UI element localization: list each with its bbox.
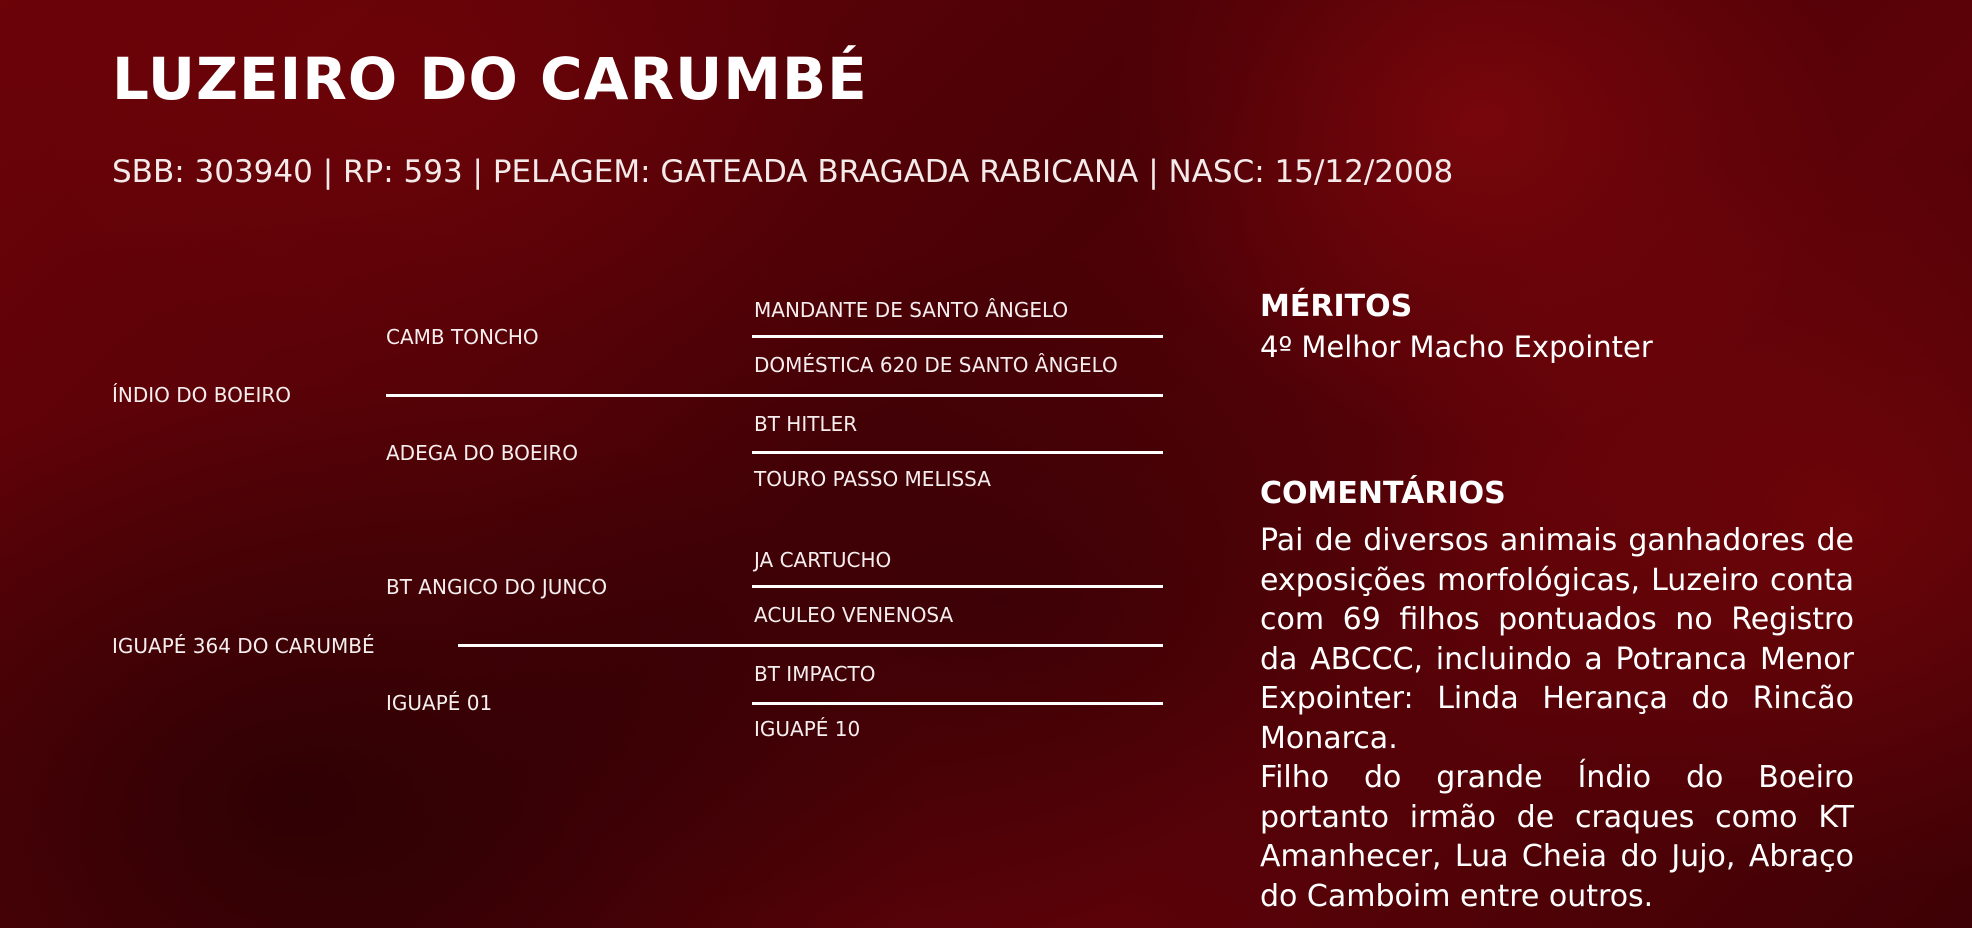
merits-heading: MÉRITOS [1260,289,1413,324]
pedigree-sire-dam-sire: BT HITLER [754,412,858,436]
pedigree-divider-line [752,335,1163,338]
pedigree-dam-sire-dam: ACULEO VENENOSA [754,603,954,627]
pedigree-sire: ÍNDIO DO BOEIRO [112,383,292,407]
pedigree-sire-sire-sire: MANDANTE DE SANTO ÂNGELO [754,298,1069,322]
pedigree-dam-dam: IGUAPÉ 01 [386,691,493,715]
pedigree-dam-dam-sire: BT IMPACTO [754,662,876,686]
comments-body [1260,521,1854,916]
pedigree-divider-line [386,394,1163,397]
horse-registration-info: SBB: 303940 | RP: 593 | PELAGEM: GATEADA BRAGADA RABICANA | NASC: 15/12/2008 [112,154,1454,190]
pedigree-dam-dam-dam: IGUAPÉ 10 [754,717,861,741]
pedigree-divider-line [458,644,1163,647]
comments-heading: COMENTÁRIOS [1260,476,1506,511]
horse-name: LUZEIRO DO CARUMBÉ [112,45,868,113]
pedigree-dam: IGUAPÉ 364 DO CARUMBÉ [112,634,375,658]
pedigree-divider-line [752,451,1163,454]
pedigree-dam-sire: BT ANGICO DO JUNCO [386,575,608,599]
pedigree-sire-sire: CAMB TONCHO [386,325,539,349]
comments-paragraph: Filho do grande Índio do Boeiro portanto irmão de craques como KT Amanhecer, Lua Cheia do Jujo, Abraço do Camboim entre outros. [1260,760,1854,914]
pedigree-sire-dam: ADEGA DO BOEIRO [386,441,579,465]
merits-text: 4º Melhor Macho Expointer [1260,330,1653,364]
pedigree-divider-line [752,585,1163,588]
pedigree-divider-line [752,702,1163,705]
comments-paragraph: Pai de diversos animais ganhadores de exposições morfológicas, Luzeiro conta com 69 filhos pontuados no Registro da ABCCC, incluindo a Potranca Menor Expointer: Linda Herança do Rincão Monarca. [1260,523,1854,756]
pedigree-sire-sire-dam: DOMÉSTICA 620 DE SANTO ÂNGELO [754,353,1118,377]
pedigree-sire-dam-dam: TOURO PASSO MELISSA [754,467,991,491]
pedigree-dam-sire-sire: JA CARTUCHO [754,548,892,572]
